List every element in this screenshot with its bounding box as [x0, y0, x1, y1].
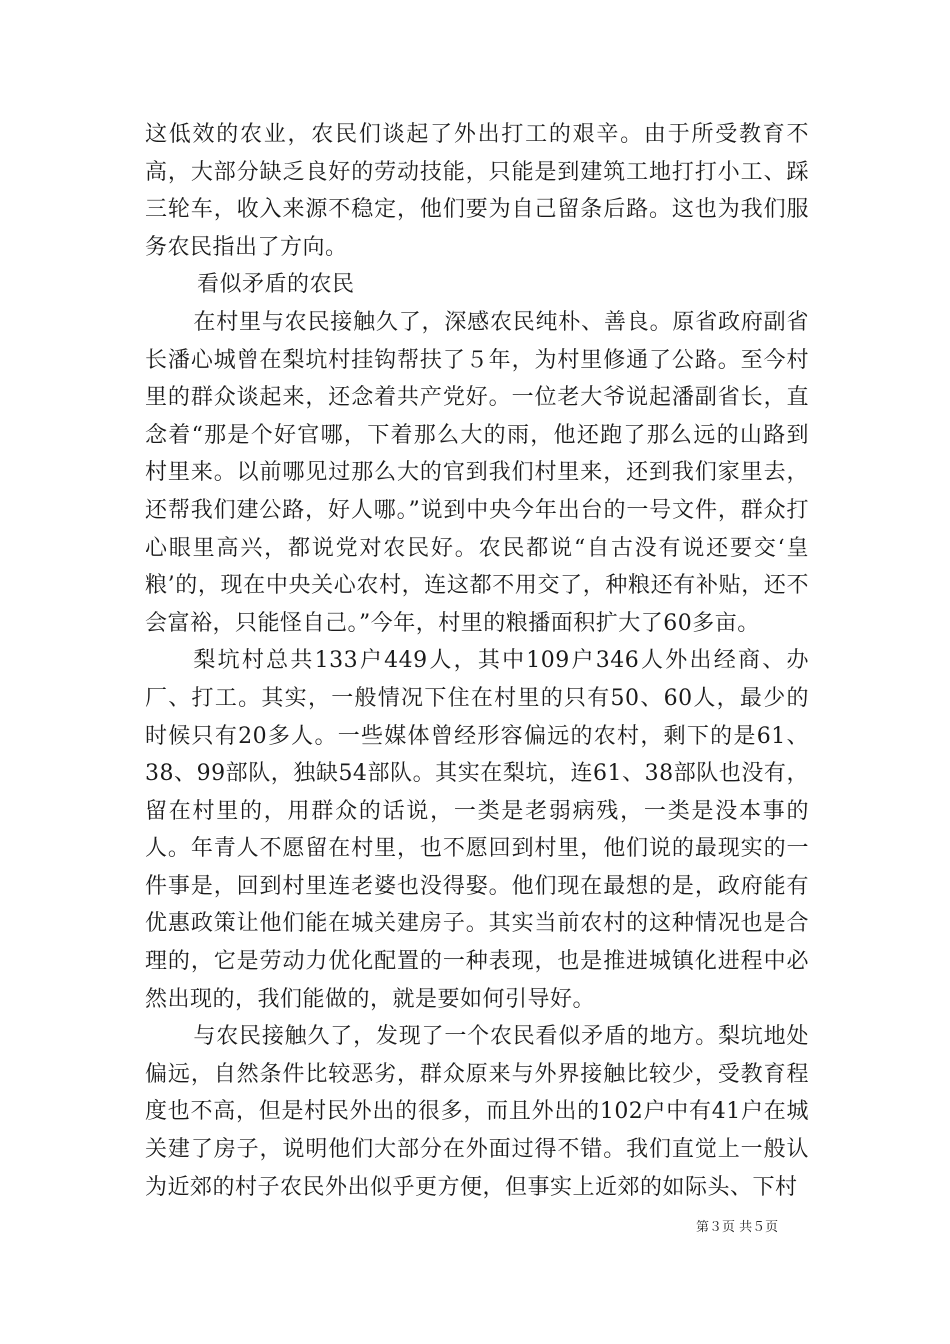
section-heading: 看似矛盾的农民 [197, 272, 355, 298]
paragraph-continuation: 这低效的农业，农民们谈起了外出打工的艰辛。由于所受教育不高，大部分缺乏良好的劳动技能，只能是到建筑工地打打小工、踩三轮车，收入来源不稳定，他们要为自己留条后路。这也为我们服务农民指出了方向。 [145, 122, 809, 260]
document-body [145, 116, 809, 1206]
paragraph-village-population: 梨坑村总共133户449人，其中109户346人外出经商、办厂、打工。其实，一般情况下住在村里的只有50、60人，最少的时候只有20多人。一些媒体曾经形容偏远的农村，剩下的是61、38、99部队，独缺54部队。其实在梨坑，连61、38部队也没有，留在村里的，用群众的话说，一类是老弱病残，一类是没本事的人。年青人不愿留在村里，也不愿回到村里，他们说的最现实的一件事是，回到村里连老婆也没得娶。他们现在最想的是，政府能有优惠政策让他们能在城关建房子。其实当前农村的这种情况也是合理的，它是劳动力优化配置的一种表现，也是推进城镇化进程中必然出现的，我们能做的，就是要如何引导好。 [145, 648, 809, 1012]
paragraph-contradiction: 与农民接触久了，发现了一个农民看似矛盾的地方。梨坑地处偏远，自然条件比较恶劣，群众原来与外界接触比较少，受教育程度也不高，但是村民外出的很多，而且外出的102户中有41户在城关建了房子，说明他们大部分在外面过得不错。我们直觉上一般认为近郊的村子农民外出似乎更方便，但事实上近郊的如际头、下村 [145, 1024, 809, 1200]
page-number-footer: 第３页 共５页 [696, 1220, 779, 1235]
paragraph-farmers-kind: 在村里与农民接触久了，深感农民纯朴、善良。原省政府副省长潘心城曾在梨坑村挂钩帮扶了５年，为村里修通了公路。至今村里的群众谈起来，还念着共产党好。一位老大爷说起潘副省长，直念着“那是个好官哪，下着那么大的雨，他还跑了那么远的山路到村里来。以前哪见过那么大的官到我们村里来，还到我们家里去，还帮我们建公路，好人哪。”说到中央今年出台的一号文件，群众打心眼里高兴，都说党对农民好。农民都说“自古没有说还要交‘皇粮’的，现在中央关心农村，连这都不用交了，种粮还有补贴，还不会富裕，只能怪自己。”今年，村里的粮播面积扩大了60多亩。 [145, 309, 809, 636]
